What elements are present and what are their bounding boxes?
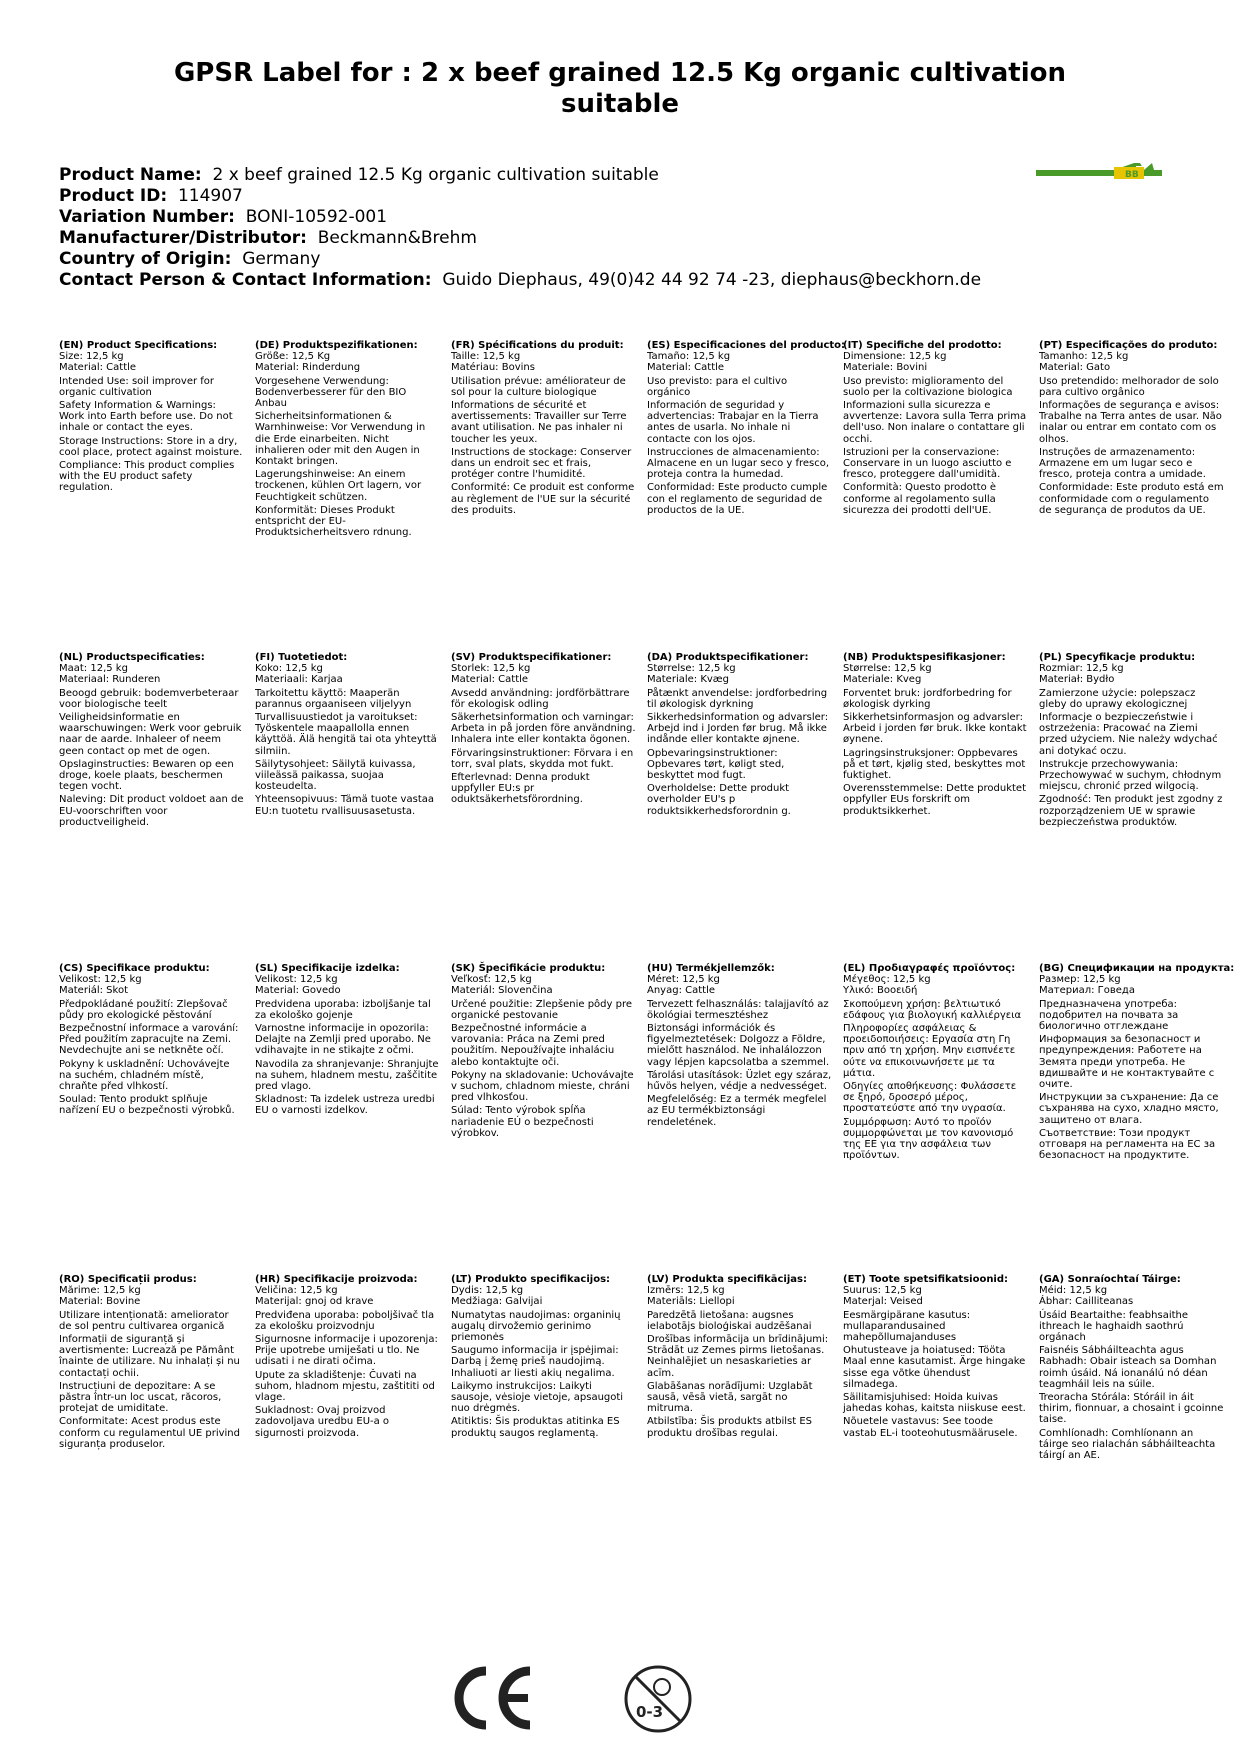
spec-heading: (BG) Спецификации на продукта: <box>1039 963 1235 974</box>
not-for-children-0-3-icon <box>622 1663 694 1735</box>
spec-paragraph: Drošības informācija un brīdinājumi: Strādāt uz Zemes pirms lietošanas. Neinhalējiet un nesaskarieties ar acīm. <box>647 1334 829 1379</box>
spec-paragraph: Navodila za shranjevanje: Shranjujte na suhem, hladnem mestu, zaščitite pred vlago. <box>255 1058 439 1093</box>
spec-paragraph: Eesmärgipärane kasutus: mullaparandusained mahepõllumajanduses <box>843 1309 971 1344</box>
spec-paragraph: Informacje o bezpieczeństwie i ostrzeżenia: Pracować na Ziemi przed użyciem. Nie należy wdychać ani dotykać oczu. <box>1039 712 1218 757</box>
spec-section <box>451 963 636 1139</box>
spec-paragraph: Upute za skladištenje: Čuvati na suhom, hladnom mjestu, zaštititi od vlage. <box>255 1369 435 1404</box>
spec-line: Rozmiar: 12,5 kg <box>1039 663 1124 675</box>
spec-paragraph: Faisnéis Sábháilteachta agus Rabhadh: Obair isteach sa Domhan roimh úsáid. Ná ionanálú nó déan teagmháil leis na súile. <box>1039 1345 1217 1390</box>
spec-paragraph: Soulad: Tento produkt splňuje nařízení EU o bezpečnosti výrobků. <box>59 1094 235 1117</box>
spec-heading: (SL) Specifikacije izdelka: <box>255 963 400 974</box>
spec-line: Size: 12,5 kg <box>59 351 124 363</box>
info-row-manufacturer: Manufacturer/Distributor: Beckmann&Brehm <box>59 228 477 248</box>
spec-line: Maat: 12,5 kg <box>59 663 128 675</box>
spec-paragraph: Storage Instructions: Store in a dry, cool place, protect against moisture. <box>59 435 243 458</box>
spec-section <box>843 963 1028 1161</box>
spec-paragraph: Úsáid Beartaithe: feabhsaithe ithreach le haghaidh saothrú orgánach <box>1039 1309 1189 1344</box>
spec-line: Materiale: Kveg <box>843 674 922 686</box>
spec-paragraph: Σκοπούμενη χρήση: βελτιωτικό εδάφους για βιολογική καλλιέργεια <box>843 998 1022 1021</box>
spec-paragraph: Tárolási utasítások: Üzlet egy száraz, hűvös helyen, védje a nedvességet. <box>647 1069 832 1093</box>
spec-paragraph: Conformité: Ce produit est conforme au règlement de l'UE sur la sécurité des produits. <box>451 482 635 516</box>
spec-section <box>1039 963 1235 1162</box>
spec-line: Taille: 12,5 kg <box>451 351 521 363</box>
spec-heading: (RO) Specificații produs: <box>59 1274 197 1285</box>
info-row-product-name: Product Name: 2 x beef grained 12.5 Kg organic cultivation suitable <box>59 165 659 185</box>
spec-paragraph: Sikkerhetsinformasjon og advarsler: Arbeid i jorden før bruk. Ikke kontakt øynene. <box>843 712 1027 746</box>
spec-heading: (CS) Specifikace produktu: <box>59 963 210 974</box>
spec-paragraph: Určené použitie: Zlepšenie pôdy pre organické pestovanie <box>451 998 633 1021</box>
spec-paragraph: Tervezett felhasználás: talajjavító az ökológiai termesztéshez <box>647 998 829 1021</box>
spec-paragraph: Intended Use: soil improver for organic cultivation <box>59 375 215 398</box>
spec-line: Materjal: Veised <box>843 1296 923 1308</box>
spec-line: Material: Bovine <box>59 1296 141 1308</box>
spec-paragraph: Veiligheidsinformatie en waarschuwingen: Werk voor gebruik naar de aarde. Inhaleer of neem geen contact op met de ogen. <box>59 712 242 757</box>
spec-paragraph: Comhlíonadh: Comhlíonann an táirge seo rialachán sábháilteachta táirgí an AE. <box>1039 1427 1216 1462</box>
spec-paragraph: Συμμόρφωση: Αυτό το προϊόν συμμορφώνεται με τον κανονισμό της ΕΕ για την ασφάλεια των προϊόντων. <box>843 1116 1014 1162</box>
spec-line: Medžiaga: Galvijai <box>451 1296 543 1308</box>
spec-paragraph: Treoracha Stórála: Stóráil in áit thirim, fionnuar, a chosaint i gcoinne taise. <box>1039 1392 1224 1426</box>
spec-heading: (EL) Προδιαγραφές προϊόντος: <box>843 963 1016 974</box>
spec-paragraph: Informații de siguranță și avertismente: Lucrează pe Pământ înainte de utilizare. Nu inhalați și nu contactați ochii. <box>59 1334 240 1379</box>
page-title: GPSR Label for : 2 x beef grained 12.5 Kg organic cultivation suitable <box>173 58 1067 119</box>
spec-line: Mărime: 12,5 kg <box>59 1285 141 1297</box>
spec-paragraph: Påtænkt anvendelse: jordforbedring til økologisk dyrkning <box>647 687 828 710</box>
spec-section <box>647 652 832 817</box>
spec-paragraph: Vorgesehene Verwendung: Bodenverbesserer für den BIO Anbau <box>255 375 407 410</box>
spec-paragraph: Konformität: Dieses Produkt entspricht der EU-Produktsicherheitsvero rdnung. <box>255 504 412 539</box>
spec-paragraph: Overensstemmelse: Dette produktet oppfyller EUs forskrift om produktsikkerhet. <box>843 783 1026 817</box>
spec-line: Größe: 12,5 Kg <box>255 351 331 363</box>
spec-paragraph: Atitiktis: Šis produktas atitinka ES produktų saugos reglamentą. <box>451 1416 620 1439</box>
spec-paragraph: Съответствие: Този продукт отговаря на регламента на ЕС за безопасност на продуктите. <box>1039 1127 1216 1162</box>
spec-section <box>59 340 244 494</box>
spec-paragraph: Säilitamisjuhised: Hoida kuivas jahedas kohas, kaitsta niiskuse eest. <box>843 1392 1026 1415</box>
spec-line: Material: Gato <box>1039 362 1111 374</box>
spec-paragraph: Zamierzone użycie: polepszacz gleby do uprawy ekologicznej <box>1039 687 1196 710</box>
spec-paragraph: Numatytas naudojimas: organinių augalų dirvožemio gerinimo priemonės <box>451 1309 621 1344</box>
spec-line: Matériau: Bovins <box>451 362 535 374</box>
spec-section <box>843 340 1028 516</box>
spec-paragraph: Glabāšanas norādījumi: Uzglabāt sausā, vēsā vietā, sargāt no mitruma. <box>647 1380 813 1415</box>
spec-paragraph: Bezpečnostné informácie a varovania: Práca na Zemi pred použitím. Nepoužívajte inhaláciu alebo kontaktujte oči. <box>451 1023 615 1068</box>
spec-paragraph: Utilisation prévue: améliorateur de sol pour la culture biologique <box>451 375 626 398</box>
spec-heading: (DE) Produktspezifikationen: <box>255 340 418 351</box>
spec-paragraph: Sicherheitsinformationen & Warnhinweise: Vor Verwendung in die Erde einarbeiten. Nicht inhalieren oder mit den Augen in Kontakt bringen. <box>255 411 426 468</box>
spec-paragraph: Instrucciones de almacenamiento: Almacene en un lugar seco y fresco, proteja contra la humedad. <box>647 446 830 481</box>
spec-paragraph: Atbilstība: Šis produkts atbilst ES produktu drošības regulai. <box>647 1416 813 1439</box>
spec-line: Materiale: Kvæg <box>647 674 729 686</box>
spec-line: Материал: Говеда <box>1039 985 1135 997</box>
spec-section <box>843 652 1028 817</box>
ce-mark-icon <box>450 1665 535 1731</box>
spec-paragraph: Turvallisuustiedot ja varoitukset: Työskentele maapallolla ennen käyttöä. Älä hengitä tai ota yhteyttä silmiin. <box>255 712 437 757</box>
spec-line: Koko: 12,5 kg <box>255 663 323 675</box>
spec-heading: (ET) Toote spetsifikatsioonid: <box>843 1274 1009 1285</box>
spec-paragraph: Tarkoitettu käyttö: Maaperän parannus orgaaniseen viljelyyn <box>255 687 412 710</box>
spec-paragraph: Pokyny k uskladnění: Uchovávejte na suchém, chladném místě, chraňte před vlhkostí. <box>59 1058 230 1093</box>
spec-line: Materiaal: Runderen <box>59 674 161 686</box>
spec-paragraph: Zgodność: Ten produkt jest zgodny z rozporządzeniem UE w sprawie bezpieczeństwa produktów. <box>1039 794 1223 828</box>
spec-line: Material: Govedo <box>255 985 341 997</box>
spec-line: Størrelse: 12,5 kg <box>647 663 736 675</box>
spec-section <box>1039 652 1224 828</box>
spec-heading: (HR) Specifikacije proizvoda: <box>255 1274 418 1285</box>
spec-line: Veľkosť: 12,5 kg <box>451 974 532 986</box>
spec-section <box>255 652 440 817</box>
spec-section <box>255 340 440 538</box>
spec-line: Materijal: gnoj od krave <box>255 1296 374 1308</box>
spec-section <box>647 963 832 1128</box>
spec-paragraph: Conformidad: Este producto cumple con el reglamento de seguridad de productos de la UE. <box>647 482 828 516</box>
spec-heading: (FI) Tuotetiedot: <box>255 652 348 663</box>
info-row-contact: Contact Person & Contact Information: Guido Diephaus, 49(0)42 44 92 74 -23, diephaus@beckhorn.de <box>59 270 982 290</box>
spec-heading: (LV) Produkta specifikācijas: <box>647 1274 807 1285</box>
spec-paragraph: Forventet bruk: jordforbedring for økologisk dyrking <box>843 687 1012 710</box>
spec-line: Materiál: Slovenčina <box>451 985 553 997</box>
spec-section <box>1039 1274 1224 1461</box>
spec-heading: (LT) Produkto specifikacijos: <box>451 1274 611 1285</box>
spec-paragraph: Sikkerhedsinformation og advarsler: Arbejd ind i Jorden før brug. Må ikke indånde eller kontakte øjnene. <box>647 712 829 746</box>
svg-text:0-3: 0-3 <box>636 1703 664 1721</box>
spec-paragraph: Pokyny na skladovanie: Uchovávajte v suchom, chladnom mieste, chráni pred vlhkosťou. <box>451 1069 634 1104</box>
spec-line: Materiał: Bydło <box>1039 674 1115 686</box>
spec-line: Размер: 12,5 kg <box>1039 974 1121 986</box>
spec-line: Tamaño: 12,5 kg <box>647 351 731 363</box>
spec-section <box>59 1274 244 1450</box>
spec-section <box>255 963 440 1117</box>
spec-section <box>451 340 636 516</box>
spec-paragraph: Предназначена употреба: подобрител на почвата за биологично отглеждане <box>1039 998 1179 1033</box>
spec-paragraph: Laikymo instrukcijos: Laikyti sausoje, vėsioje vietoje, apsaugoti nuo drėgmės. <box>451 1380 624 1415</box>
spec-paragraph: Förvaringsinstruktioner: Förvara i en torr, sval plats, skydda mot fukt. <box>451 747 634 770</box>
spec-section <box>59 963 244 1117</box>
spec-paragraph: Instructions de stockage: Conserver dans un endroit sec et frais, protéger contre l'humidité. <box>451 446 632 481</box>
spec-paragraph: Biztonsági információk és figyelmeztetések: Dolgozz a Földre, mielőtt használod. Ne inhalálozzon vagy lépjen kapcsolatba a szemmel. <box>647 1023 830 1068</box>
spec-line: Velikost: 12,5 kg <box>255 974 338 986</box>
spec-paragraph: Saugumo informacija ir įspėjimai: Darbą į žemę prieš naudojimą. Inhaliuoti ar liesti akių negalima. <box>451 1345 619 1379</box>
spec-paragraph: Skladnost: Ta izdelek ustreza uredbi EU o varnosti izdelkov. <box>255 1094 435 1117</box>
spec-line: Méid: 12,5 kg <box>1039 1285 1108 1297</box>
spec-paragraph: Compliance: This product complies with the EU product safety regulation. <box>59 460 235 494</box>
spec-heading: (IT) Specifiche del prodotto: <box>843 340 1002 351</box>
spec-paragraph: Naleving: Dit product voldoet aan de EU-voorschriften voor productveiligheid. <box>59 794 244 828</box>
spec-heading: (NL) Productspecificaties: <box>59 652 205 663</box>
spec-line: Materiāls: Liellopi <box>647 1296 735 1308</box>
spec-line: Anyag: Cattle <box>647 985 716 997</box>
spec-paragraph: Instrukcje przechowywania: Przechowywać w suchym, chłodnym miejscu, chronić przed wilgocią. <box>1039 758 1222 793</box>
spec-heading: (PL) Specyfikacje produktu: <box>1039 652 1196 663</box>
spec-paragraph: Overholdelse: Dette produkt overholder EU's p roduktsikkerhedsforordnin g. <box>647 783 791 817</box>
specifications-grid <box>59 0 1239 1754</box>
spec-paragraph: Ohutusteave ja hoiatused: Tööta Maal enne kasutamist. Ärge hingake sisse ega võtke ühendust silmadega. <box>843 1345 1026 1390</box>
spec-line: Materiál: Skot <box>59 985 128 997</box>
spec-line: Méret: 12,5 kg <box>647 974 720 986</box>
spec-heading: (HU) Termékjellemzők: <box>647 963 775 974</box>
spec-section <box>1039 340 1224 516</box>
info-row-country: Country of Origin: Germany <box>59 249 321 269</box>
spec-paragraph: Conformitate: Acest produs este conform cu regulamentul UE privind siguranța produselor. <box>59 1416 240 1450</box>
spec-line: Ábhar: Cailliteanas <box>1039 1296 1134 1308</box>
spec-heading: (NB) Produktspesifikasjoner: <box>843 652 1006 663</box>
spec-line: Veličina: 12,5 kg <box>255 1285 338 1297</box>
spec-paragraph: Beoogd gebruik: bodemverbeteraar voor biologische teelt <box>59 687 239 710</box>
spec-paragraph: Yhteensopivuus: Tämä tuote vastaa EU:n tuotetu rvallisuusasetusta. <box>255 794 434 817</box>
spec-paragraph: Информация за безопасност и предупреждения: Работете на Земята преди употреба. Не вдишвайте и не контактувайте с очите. <box>1039 1034 1215 1091</box>
spec-line: Materiale: Bovini <box>843 362 928 374</box>
spec-paragraph: Säkerhetsinformation och varningar: Arbeta in på jorden före användning. Inhalera inte eller kontakta ögonen. <box>451 712 636 746</box>
spec-heading: (EN) Product Specifications: <box>59 340 218 351</box>
spec-section <box>843 1274 1028 1439</box>
spec-line: Tamanho: 12,5 kg <box>1039 351 1129 363</box>
spec-paragraph: Инструкции за съхранение: Да се съхранява на сухо, хладно място, защитено от влага. <box>1039 1092 1219 1126</box>
spec-paragraph: Informazioni sulla sicurezza e avvertenze: Lavora sulla Terra prima dell'uso. Non inalare o contattare gli occhi. <box>843 400 1027 445</box>
spec-line: Velikost: 12,5 kg <box>59 974 142 986</box>
spec-paragraph: Súlad: Tento výrobok spĺňa nariadenie EÚ o bezpečnosti výrobkov. <box>451 1105 594 1139</box>
spec-section <box>59 652 244 828</box>
spec-paragraph: Efterlevnad: Denna produkt uppfyller EU:s pr oduktsäkerhetsförordning. <box>451 772 590 806</box>
spec-paragraph: Predvidena uporaba: izboljšanje tal za ekološko gojenje <box>255 998 431 1021</box>
spec-paragraph: Πληροφορίες ασφάλειας & προειδοποιήσεις: Εργασία στη Γη πριν από τη χρήση. Μην εισπνέετε ούτε να επικοινωνήσετε με τα μάτια. <box>843 1023 1016 1079</box>
spec-paragraph: Conformità: Questo prodotto è conforme al regolamento sulla sicurezza dei prodotti dell'UE. <box>843 482 997 516</box>
spec-paragraph: Paredzētā lietošana: augsnes ielabotājs bioloģiskai audzēšanai <box>647 1309 812 1332</box>
spec-paragraph: Bezpečnostní informace a varování: Před použitím zapracujte na Zemi. Nevdechujte ani se netkněte očí. <box>59 1023 239 1057</box>
certification-marks <box>450 1665 750 1735</box>
spec-paragraph: Instruções de armazenamento: Armazene em um lugar seco e fresco, proteja contra a umidade. <box>1039 446 1206 481</box>
spec-paragraph: Predviđena uporaba: poboljšivač tla za ekološku proizvodnju <box>255 1309 435 1332</box>
spec-paragraph: Uso pretendido: melhorador de solo para cultivo orgânico <box>1039 375 1219 398</box>
spec-paragraph: Utilizare intenționată: ameliorator de sol pentru cultivarea organică <box>59 1309 229 1332</box>
spec-heading: (SK) Špecifikácie produktu: <box>451 963 606 974</box>
spec-paragraph: Sigurnosne informacije i upozorenja: Prije upotrebe umiješati u tlo. Ne udisati i ne dirati očima. <box>255 1334 438 1368</box>
spec-section <box>255 1274 440 1439</box>
spec-heading: (FR) Spécifications du produit: <box>451 340 624 351</box>
info-row-variation-number: Variation Number: BONI-10592-001 <box>59 207 388 227</box>
spec-paragraph: Safety Information & Warnings: Work into Earth before use. Do not inhale or contact the eyes. <box>59 400 233 434</box>
spec-paragraph: Megfelelőség: Ez a termék megfelel az EU termékbiztonsági rendeletének. <box>647 1094 827 1128</box>
spec-paragraph: Avsedd användning: jordförbättrare för ekologisk odling <box>451 687 630 710</box>
spec-paragraph: Οδηγίες αποθήκευσης: Φυλάσσετε σε ξηρό, δροσερό μέρος, προστατεύστε από την υγρασία. <box>843 1081 1017 1115</box>
spec-line: Storlek: 12,5 kg <box>451 663 531 675</box>
spec-paragraph: Předpokládané použití: Zlepšovač půdy pro ekologické pěstování <box>59 998 228 1021</box>
spec-heading: (GA) Sonraíochtaí Táirge: <box>1039 1274 1181 1285</box>
spec-line: Material: Cattle <box>451 674 529 686</box>
spec-section <box>647 1274 832 1439</box>
spec-paragraph: Informations de sécurité et avertissements: Travailler sur Terre avant utilisation. Ne pas inhaler ni toucher les yeux. <box>451 400 627 445</box>
spec-line: Μέγεθος: 12,5 kg <box>843 974 931 986</box>
spec-paragraph: Conformidade: Este produto está em conformidade com o regulamento de segurança de produtos da UE. <box>1039 482 1224 516</box>
spec-paragraph: Uso previsto: para el cultivo orgánico <box>647 375 788 398</box>
spec-line: Izmērs: 12,5 kg <box>647 1285 725 1297</box>
spec-paragraph: Lagringsinstruksjoner: Oppbevares på et tørt, kjølig sted, beskyttes mot fuktighet. <box>843 747 1026 782</box>
spec-line: Dydis: 12,5 kg <box>451 1285 524 1297</box>
spec-line: Materiaali: Karjaa <box>255 674 343 686</box>
spec-line: Dimensione: 12,5 kg <box>843 351 947 363</box>
spec-paragraph: Uso previsto: miglioramento del suolo per la coltivazione biologica <box>843 375 1013 398</box>
spec-paragraph: Istruzioni per la conservazione: Conservare in un luogo asciutto e fresco, proteggere dall'umidità. <box>843 446 1012 481</box>
svg-text:BB: BB <box>1125 170 1139 180</box>
spec-section <box>647 340 846 516</box>
spec-paragraph: Opbevaringsinstruktioner: Opbevares tørt, køligt sted, beskyttet mod fugt. <box>647 747 785 782</box>
spec-paragraph: Lagerungshinweise: An einem trockenen, kühlen Ort lagern, vor Feuchtigkeit schützen. <box>255 469 422 503</box>
spec-heading: (ES) Especificaciones del producto: <box>647 340 846 351</box>
spec-line: Størrelse: 12,5 kg <box>843 663 932 675</box>
spec-line: Suurus: 12,5 kg <box>843 1285 922 1297</box>
spec-line: Material: Cattle <box>59 362 137 374</box>
spec-paragraph: Säilytysohjeet: Säilytä kuivassa, viileässä paikassa, suojaa kosteudelta. <box>255 758 416 793</box>
info-row-product-id: Product ID: 114907 <box>59 186 243 206</box>
spec-paragraph: Informações de segurança e avisos: Trabalhe na Terra antes de usar. Não inalar ou entrar em contato com os olhos. <box>1039 400 1222 445</box>
spec-line: Material: Rinderdung <box>255 362 361 374</box>
spec-paragraph: Opslaginstructies: Bewaren op een droge, koele plaats, beschermen tegen vocht. <box>59 758 234 793</box>
spec-heading: (PT) Especificações do produto: <box>1039 340 1218 351</box>
spec-paragraph: Nõuetele vastavus: See toode vastab EL-i tooteohutusmäärusele. <box>843 1416 1018 1439</box>
spec-section <box>451 1274 636 1439</box>
spec-paragraph: Sukladnost: Ovaj proizvod zadovoljava uredbu EU-a o sigurnosti proizvoda. <box>255 1405 390 1439</box>
spec-paragraph: Información de seguridad y advertencias: Trabajar en la Tierra antes de usarla. No inhale ni contacte con los ojos. <box>647 400 819 445</box>
spec-heading: (DA) Produktspecifikationer: <box>647 652 809 663</box>
spec-paragraph: Instrucțiuni de depozitare: A se păstra într-un loc uscat, răcoros, protejat de umiditate. <box>59 1380 222 1415</box>
spec-heading: (SV) Produktspecifikationer: <box>451 652 612 663</box>
spec-paragraph: Varnostne informacije in opozorila: Delajte na Zemlji pred uporabo. Ne vdihavajte in ne stikajte z očmi. <box>255 1023 431 1057</box>
spec-line: Material: Cattle <box>647 362 725 374</box>
spec-line: Υλικό: Βοοειδή <box>843 985 918 997</box>
spec-section <box>451 652 636 806</box>
